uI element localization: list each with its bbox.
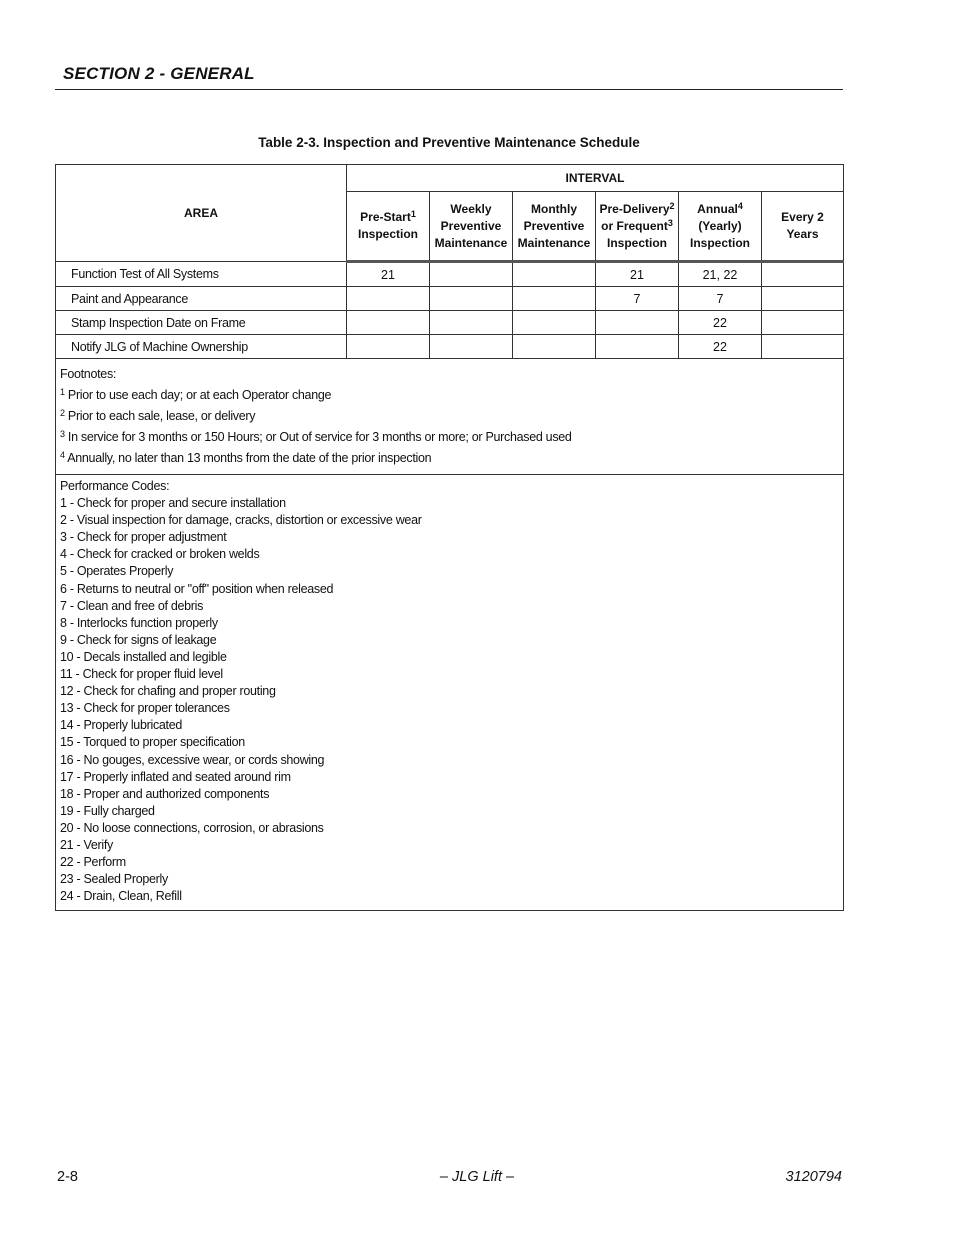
page-number: 2-8: [57, 1169, 78, 1185]
table-cell: 7: [679, 287, 762, 311]
performance-code: 7 - Clean and free of debris: [60, 598, 204, 613]
table-caption: Table 2-3. Inspection and Preventive Maintenance Schedule: [258, 135, 640, 150]
footer-brand: – JLG Lift –: [439, 1169, 515, 1185]
table-cell: [347, 335, 430, 359]
table-cell: [762, 311, 844, 335]
column-header-monthly: Monthly Preventive Maintenance: [513, 192, 596, 262]
table-cell: [762, 287, 844, 311]
table-cell: [513, 287, 596, 311]
column-header-weekly: Weekly Preventive Maintenance: [430, 192, 513, 262]
footnote-item: $^2$ Prior to each sale, lease, or delivery: [60, 408, 256, 423]
footnotes-label: Footnotes:: [60, 367, 117, 381]
row-area-label: Stamp Inspection Date on Frame: [56, 311, 347, 335]
performance-code: 21 - Verify: [60, 837, 113, 852]
footnote-item: $^1$ Prior to use each day; or at each Operator change: [60, 387, 332, 402]
section-title: SECTION 2 - GENERAL: [63, 64, 255, 83]
performance-code: 1 - Check for proper and secure installation: [60, 496, 286, 511]
table-cell: 7: [596, 287, 679, 311]
performance-code: 9 - Check for signs of leakage: [60, 632, 217, 647]
area-header: AREA: [56, 165, 347, 262]
performance-code: 6 - Returns to neutral or "off" position when released: [60, 581, 334, 596]
performance-code: 2 - Visual inspection for damage, cracks, distortion or excessive wear: [60, 513, 422, 528]
row-area-label: Function Test of All Systems: [56, 262, 347, 287]
table-cell: [513, 262, 596, 287]
section-divider: [55, 89, 843, 90]
table-cell: [430, 335, 513, 359]
performance-code: 14 - Properly lubricated: [60, 718, 183, 733]
row-area-label: Notify JLG of Machine Ownership: [56, 335, 347, 359]
row-area-label: Paint and Appearance: [56, 287, 347, 311]
table-cell: 21, 22: [679, 262, 762, 287]
performance-code: 5 - Operates Properly: [60, 564, 174, 579]
table-cell: [347, 287, 430, 311]
table-cell: [430, 311, 513, 335]
table-cell: [347, 311, 430, 335]
performance-code: 10 - Decals installed and legible: [60, 649, 227, 664]
table-row: [56, 287, 844, 311]
performance-code: 4 - Check for cracked or broken welds: [60, 547, 260, 562]
table-cell: [596, 311, 679, 335]
table-cell: [513, 335, 596, 359]
performance-code: 3 - Check for proper adjustment: [60, 530, 227, 545]
column-header-annual: Annual$^4$ (Yearly) Inspection: [679, 192, 762, 262]
table-row: [56, 262, 844, 287]
footnote-item: $^4$ Annually, no later than 13 months from the date of the prior inspection: [60, 450, 432, 465]
table-cell: [762, 335, 844, 359]
performance-codes-label: Performance Codes:: [60, 479, 170, 493]
column-header-pre-delivery: Pre-Delivery$^2$ or Frequent$^3$ Inspection: [596, 192, 679, 262]
table-cell: [513, 311, 596, 335]
maintenance-schedule-table: [55, 164, 844, 911]
performance-code: 22 - Perform: [60, 855, 126, 870]
performance-code: 13 - Check for proper tolerances: [60, 701, 230, 716]
performance-code: 12 - Check for chafing and proper routing: [60, 684, 276, 699]
table-cell: 22: [679, 311, 762, 335]
column-header-every-2-years: Every 2 Years: [762, 192, 844, 262]
performance-code: 8 - Interlocks function properly: [60, 615, 218, 630]
table-cell: [596, 335, 679, 359]
table-cell: 22: [679, 335, 762, 359]
table-cell: 21: [596, 262, 679, 287]
performance-code: 23 - Sealed Properly: [60, 872, 168, 887]
performance-code: 18 - Proper and authorized components: [60, 786, 270, 801]
performance-codes-block: [56, 475, 844, 911]
performance-code: 20 - No loose connections, corrosion, or abrasions: [60, 820, 324, 835]
document-number: 3120794: [785, 1169, 842, 1185]
performance-code: 24 - Drain, Clean, Refill: [60, 889, 182, 904]
performance-code: 16 - No gouges, excessive wear, or cords showing: [60, 752, 325, 767]
performance-code: 15 - Torqued to proper specification: [60, 735, 245, 750]
performance-code: 17 - Properly inflated and seated around rim: [60, 769, 291, 784]
footnote-item: $^3$ In service for 3 months or 150 Hours; or Out of service for 3 months or more; or Purchased used: [60, 429, 572, 444]
table-cell: 21: [347, 262, 430, 287]
table-cell: [762, 262, 844, 287]
interval-header: INTERVAL: [347, 165, 844, 192]
table-row: [56, 335, 844, 359]
footnotes-block: [56, 359, 844, 475]
table-cell: [430, 262, 513, 287]
performance-code: 19 - Fully charged: [60, 803, 155, 818]
column-header-pre-start: Pre-Start$^1$ Inspection: [347, 192, 430, 262]
table-row: [56, 311, 844, 335]
table-cell: [430, 287, 513, 311]
performance-code: 11 - Check for proper fluid level: [60, 667, 223, 682]
